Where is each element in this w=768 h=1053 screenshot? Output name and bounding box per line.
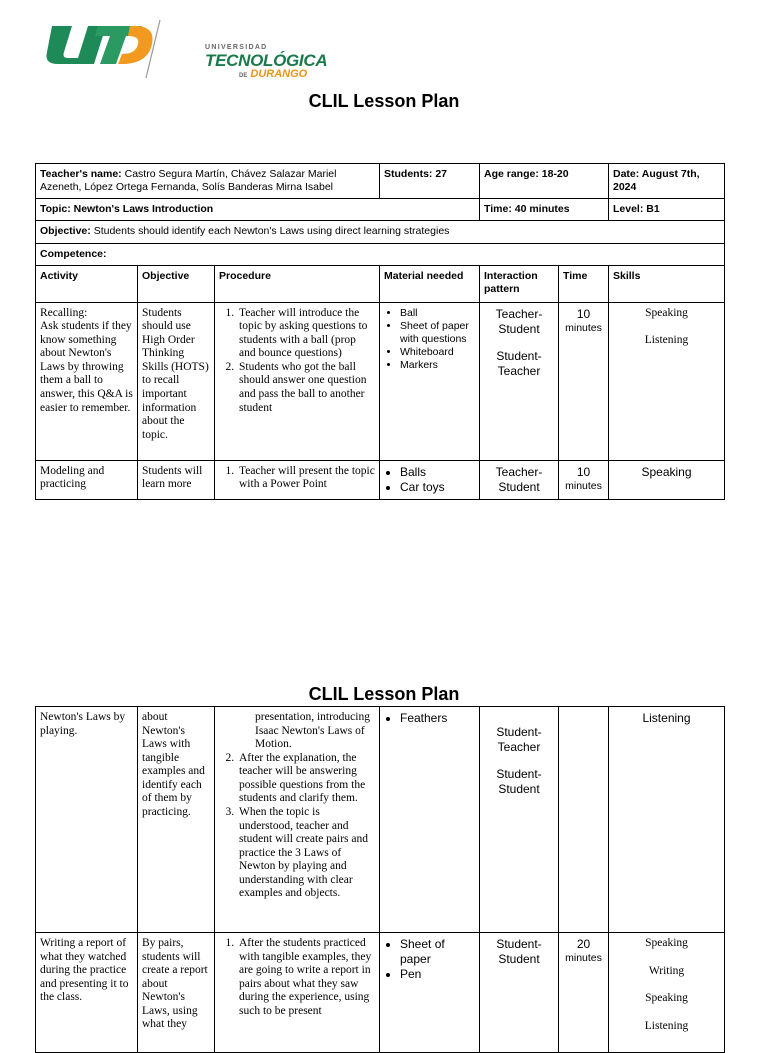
logo-durango-text: DURANGO [250,68,308,80]
row2-procedure [215,460,380,499]
competence-cell: Competence: [36,243,725,265]
row1-activity: Recalling: Ask students if they know something about Newton's Laws by throwing them a ball to answer, this Q&A is easier to remember. [36,302,138,460]
header-material: Material needed [380,265,480,302]
list-item: 2. Students who got the ball should answer one question and pass the ball to another student [237,361,375,415]
list-item: • Ball [400,307,475,320]
interaction-text: Teacher-Student [495,306,543,336]
interaction-text: Student-Teacher [496,725,542,754]
row2-objective: Students will learn more [138,460,215,499]
row1-objective: Students should use High Order Thinking Skills (HOTS) to recall important information about the topic. [138,302,215,460]
logo-tecnologica-text: TECNOLÓGICA [205,51,328,70]
row4-time: 20 minutes [559,933,609,1053]
topic-cell: Topic: Newton's Laws Introduction [36,199,480,221]
list-item: 1. After the students practiced with tangible examples, they are going to write a report in pairs about what they saw during the experience, using such to be present [237,937,375,1018]
row3-materials [380,707,480,933]
objective-cell [36,221,725,243]
header-activity: Activity [36,265,138,302]
header-interaction: Interaction pattern [480,265,559,302]
row2-time: 10 minutes [559,460,609,499]
list-item: 3. When the topic is understood, teacher and student will create pairs and practice the 3 Laws of Newton by playing and understanding with clear examples and objects. [237,806,375,901]
list-item: 1. Teacher will introduce the topic by asking questions to students with a ball (prop and bounce questions) [237,307,375,361]
time-cell: Time: 40 minutes [480,199,609,221]
utd-logo-icon [38,18,168,72]
page-2 [0,660,768,1032]
row3-procedure [215,707,380,933]
logo-universidad-text: UNIVERSIDAD [205,44,268,51]
teacher-label: Teacher's name: [40,168,122,180]
list-item: • Whiteboard [400,346,475,359]
date-cell: Date: August 7th, 2024 [609,164,725,199]
row3-activity: Newton's Laws by playing. [36,707,138,933]
row3-objective: about Newton's Laws with tangible examples and identify each of them by practicing. [138,707,215,933]
header-time: Time [559,265,609,302]
list-item: • Car toys [400,480,475,495]
row2-interaction: Teacher-Student [480,460,559,499]
age-range-cell: Age range: 18-20 [480,164,609,199]
lesson-plan-table [35,163,725,500]
row4-objective: By pairs, students will create a report about Newton's Laws, using what they [138,933,215,1053]
list-item: 1. Teacher will present the topic with a Power Point [237,465,375,492]
list-item: • Markers [400,359,475,372]
row4-interaction: Student-Student [480,933,559,1053]
row1-interaction [480,302,559,460]
list-item: • Sheet of paper [400,937,475,967]
row4-materials [380,933,480,1053]
page-title: CLIL Lesson Plan [308,684,460,704]
objective-label: Objective: [40,225,91,238]
lesson-plan-table-continued [35,706,725,1053]
interaction-text: Student-Teacher [496,348,542,378]
row2-materials [380,460,480,499]
list-item: • Balls [400,465,475,480]
list-item: • Pen [400,967,475,982]
row3-time [559,707,609,933]
row2-skills: Speaking [609,460,725,499]
list-item: • Sheet of paper with questions [400,320,475,346]
header-objective: Objective [138,265,215,302]
header-skills: Skills [609,265,725,302]
teacher-name-cell [36,164,380,199]
interaction-text: Student-Student [496,767,542,796]
row1-materials [380,302,480,460]
header-procedure: Procedure [215,265,380,302]
list-item: 2. After the explanation, the teacher will be answering possible questions from the students and clarify them. [237,752,375,806]
row2-activity: Modeling and practicing [36,460,138,499]
row4-activity: Writing a report of what they watched during the practice and presenting it to the class. [36,933,138,1053]
row3-interaction [480,707,559,933]
row4-procedure [215,933,380,1053]
level-cell: Level: B1 [609,199,725,221]
teacher-value: Castro Segura Martín, Chávez Salazar Mariel Azeneth, López Ortega Fernanda, Solís Banderas Mirna Isabel [40,168,337,194]
page-title: CLIL Lesson Plan [308,91,460,111]
university-logo [38,18,328,80]
row3-skills: Listening [609,707,725,933]
list-item: • Feathers [400,711,475,726]
objective-value: Students should identify each Newton's Laws using direct learning strategies [93,225,450,238]
procedure-continued: presentation, introducing Isaac Newton's Laws of Motion. [255,711,370,751]
logo-de-text: DE [239,73,248,79]
row1-time: 10 minutes [559,302,609,460]
row1-skills: Speaking Listening [609,302,725,460]
row4-skills: Speaking Writing Speaking Listening [609,933,725,1053]
row1-procedure [215,302,380,460]
students-cell: Students: 27 [380,164,480,199]
